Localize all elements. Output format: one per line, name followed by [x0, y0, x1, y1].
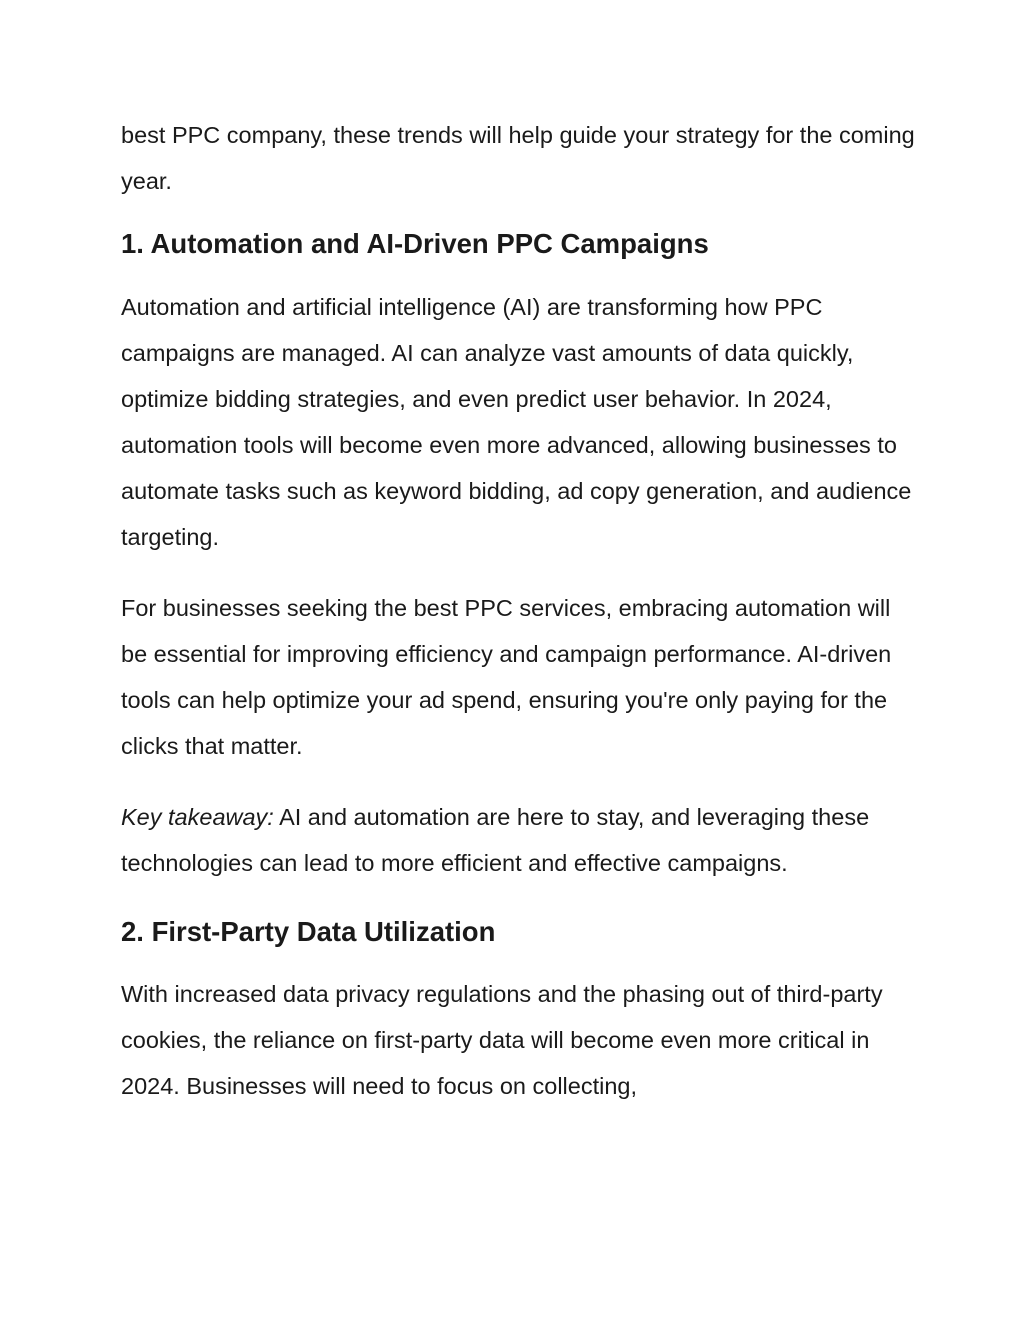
- key-takeaway-label: Key takeaway:: [121, 804, 274, 830]
- section-2-paragraph-1: With increased data privacy regulations and the phasing out of third-party cookies, the reliance on first-party data will become even more critical in 2024. Businesses will need to focus on collecting,: [121, 981, 883, 1099]
- section-2-heading: 2. First-Party Data Utilization: [121, 916, 496, 947]
- key-takeaway-paragraph: [121, 794, 921, 886]
- section-1-paragraph-2: For businesses seeking the best PPC services, embracing automation will be essential for improving efficiency and campaign performance. AI-driven tools can help optimize your ad spend, ensuring you're only paying for the clicks that matter.: [121, 595, 892, 759]
- key-takeaway-text: AI and automation are here to stay, and leveraging these technologies can lead to more efficient and effective campaigns.: [121, 804, 870, 876]
- section-1-paragraph-1: Automation and artificial intelligence (AI) are transforming how PPC campaigns are managed. AI can analyze vast amounts of data quickly, optimize bidding strategies, and even predict user behavior. In 2024, automation tools will become even more advanced, allowing businesses to automate tasks such as keyword bidding, ad copy generation, and audience targeting.: [121, 294, 912, 550]
- section-1-heading: 1. Automation and AI-Driven PPC Campaigns: [121, 228, 709, 259]
- intro-paragraph: best PPC company, these trends will help guide your strategy for the coming year.: [121, 122, 915, 194]
- document-page: [121, 112, 921, 1109]
